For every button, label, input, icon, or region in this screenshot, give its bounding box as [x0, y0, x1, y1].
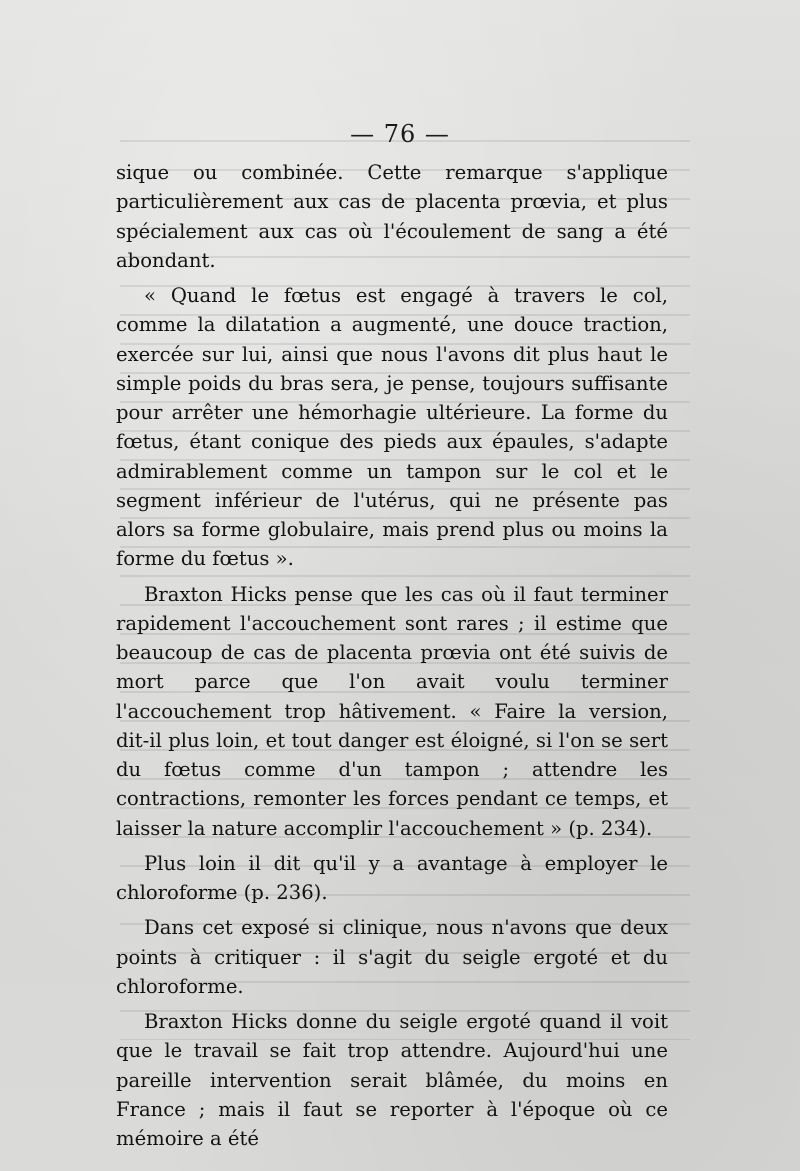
paragraph-2: « Quand le fœtus est engagé à travers le col, comme la dilatation a augmenté, une douce traction, exercée sur lui, ainsi que nous l'avons dit plus haut le simple poids du bras sera, je pense, toujours suffisante pour arrêter une hémorhagie ultérieure. La forme du fœtus, étant conique des pieds aux épaules, s'adapte admirablement comme un tampon sur le col et le segment inférieur de l'utérus, qui ne présente pas alors sa forme globulaire, mais prend plus ou moins la forme du fœtus ». — [116, 284, 668, 571]
page-number: — 76 — — [350, 120, 450, 148]
paragraph-4: Plus loin il dit qu'il y a avantage à employer le chloroforme (p. 236). — [116, 851, 668, 904]
body-text — [116, 158, 668, 1159]
paragraph-1: sique ou combinée. Cette remarque s'applique particulièrement aux cas de placenta prœvia, et plus spécialement aux cas où l'écoulement de sang a été abondant. — [116, 161, 668, 272]
paragraph-6: Braxton Hicks donne du seigle ergoté quand il voit que le travail se fait trop attendre. Aujourd'hui une pareille intervention serait blâmée, du moins en France ; mais il faut se reporter à l'époque où ce mémoire a été — [116, 1010, 668, 1150]
paragraph-5: Dans cet exposé si clinique, nous n'avons que deux points à critiquer : il s'agit du seigle ergoté et du chloroforme. — [116, 916, 668, 998]
paragraph-3: Braxton Hicks pense que les cas où il faut terminer rapidement l'accouchement sont rares ; il estime que beaucoup de cas de placenta prœvia ont été suivis de mort parce que l'on avait voulu terminer l'accouchement trop hâtivement. « Faire la version, dit-il plus loin, et tout danger est éloigné, si l'on se sert du fœtus comme d'un tampon ; attendre les contractions, remonter les forces pendant ce temps, et laisser la nature accomplir l'accouchement » (p. 234). — [116, 582, 668, 840]
